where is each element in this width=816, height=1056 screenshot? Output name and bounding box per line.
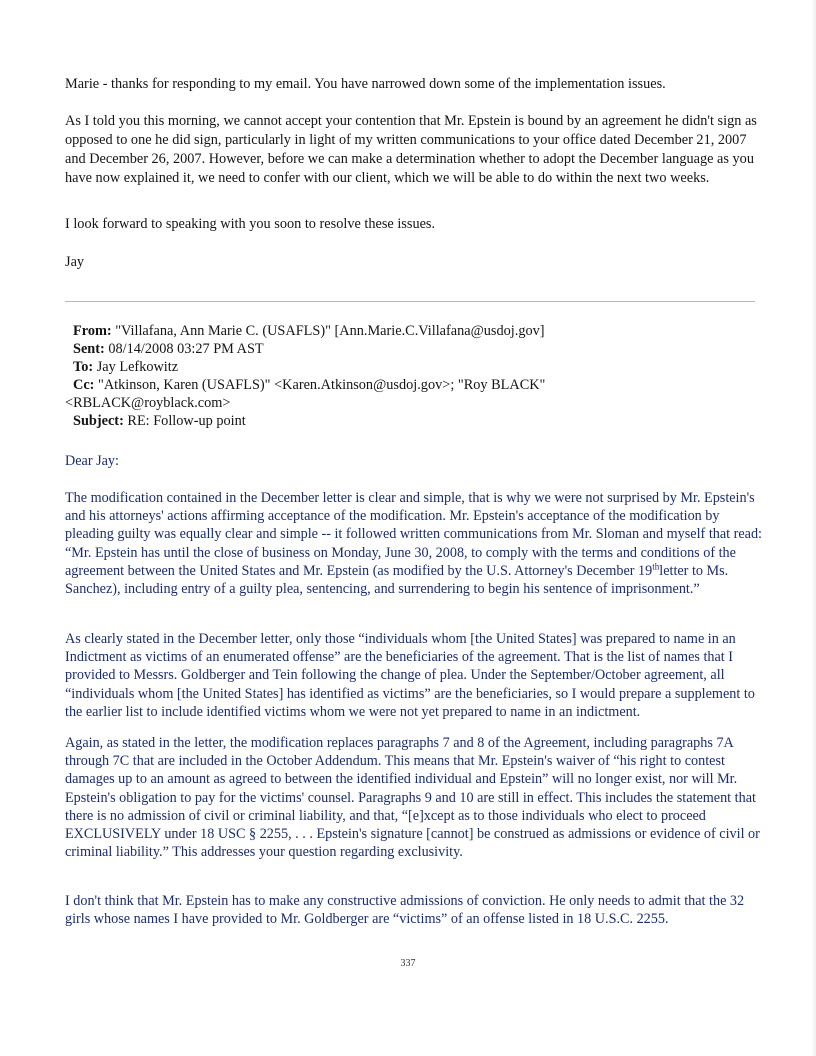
cc-label: Cc: bbox=[73, 377, 95, 393]
from-label: From: bbox=[73, 323, 112, 339]
reply-paragraph-3: I look forward to speaking with you soon to resolve these issues. bbox=[65, 216, 436, 232]
body-paragraph-4: I don't think that Mr. Epstein has to make any constructive admissions of conviction. He only needs to admit that the 32 girls whose names I have provided to Mr. Goldberger are “victims” of an offense listed in 18 U.S.C. 2255. bbox=[65, 893, 745, 928]
body-paragraph-1-part-a: The modification contained in the December letter is clear and simple, that is why we were not surprised by Mr. Epstein's and his attorneys' actions affirming acceptance of the modification. Mr. Epstein's acceptance of the modification by pleading guilty was equally clear and simple -- it followed written communications from Mr. Sloman and myself that read: “Mr. Epstein has until the close of business on Monday, June 30, 2008, to comply with the terms and conditions of the agreement between the United States and Mr. Epstein (as modified by the U.S. Attorney's December 19 bbox=[65, 490, 762, 579]
cc-line bbox=[73, 376, 673, 394]
body-paragraph-1 bbox=[65, 489, 765, 598]
from-line bbox=[73, 322, 673, 340]
body-paragraph-3: Again, as stated in the letter, the modification replaces paragraphs 7 and 8 of the Agreement, including paragraphs 7A through 7C that are included in the October Addendum. This means that Mr. Epstein's waiver of “his right to contest damages up to an amount as agreed to between the identified individual and Epstein” will no longer exist, nor will Mr. Epstein's obligation to pay for the victims' counsel. Paragraphs 9 and 10 are still in effect. This includes the statement that there is no admission of civil or criminal liability, and that, “[e]xcept as to those individuals who elect to proceed EXCLUSIVELY under 18 USC § 2255, . . . Epstein's signature [cannot] be construed as admissions or evidence of civil or criminal liability.” This addresses your question regarding exclusivity. bbox=[65, 735, 760, 861]
body-paragraph-2: As clearly stated in the December letter, only those “individuals whom [the United States] was prepared to name in an Indictment as victims of an enumerated offense” are the beneficiaries of the agreement. That is the list of names that I provided to Messrs. Goldberger and Tein following the change of plea. Under the September/October agreement, all “individuals whom [the United States] has identified as victims” are the beneficiaries, so I would prepare a supplement to the earlier list to include identified victims whom we were not yet prepared to name in an indictment. bbox=[65, 631, 755, 720]
cc-line-cont: <RBLACK@royblack.com> bbox=[65, 395, 231, 411]
page-edge-shadow bbox=[811, 0, 816, 1056]
to-line bbox=[73, 358, 673, 376]
greeting: Dear Jay: bbox=[65, 453, 119, 469]
sent-label: Sent: bbox=[73, 341, 105, 357]
from-value: "Villafana, Ann Marie C. (USAFLS)" [Ann.Marie.C.Villafana@usdoj.gov] bbox=[115, 323, 545, 339]
to-value: Jay Lefkowitz bbox=[96, 359, 179, 375]
separator-line bbox=[65, 301, 755, 302]
sent-value: 08/14/2008 03:27 PM AST bbox=[108, 341, 264, 357]
ordinal-suffix: th bbox=[652, 561, 660, 572]
reply-signature: Jay bbox=[65, 254, 85, 270]
subject-label: Subject: bbox=[73, 413, 124, 429]
sent-line bbox=[73, 340, 673, 358]
subject-line bbox=[73, 412, 673, 430]
reply-paragraph-2: As I told you this morning, we cannot accept your contention that Mr. Epstein is bound by an agreement he didn't sign as opposed to one he did sign, particularly in light of my written communications to your office dated December 21, 2007 and December 26, 2007. However, before we can make a determination whether to adopt the December language as you have now explained it, we need to confer with our client, which we will be able to do within the next two weeks. bbox=[65, 113, 757, 186]
page-number: 337 bbox=[400, 958, 416, 969]
subject-value: RE: Follow-up point bbox=[127, 413, 246, 429]
reply-paragraph-1: Marie - thanks for responding to my email. You have narrowed down some of the implementation issues. bbox=[65, 76, 666, 92]
body-paragraph-1-part-b: letter to Ms. Sanchez), including entry of a guilty plea, sentencing, and surrendering to begin his sentence of imprisonment.” bbox=[65, 562, 729, 598]
to-label: To: bbox=[73, 359, 94, 375]
cc-value: "Atkinson, Karen (USAFLS)" <Karen.Atkinson@usdoj.gov>; "Roy BLACK" bbox=[98, 377, 546, 393]
email-header bbox=[65, 322, 673, 430]
